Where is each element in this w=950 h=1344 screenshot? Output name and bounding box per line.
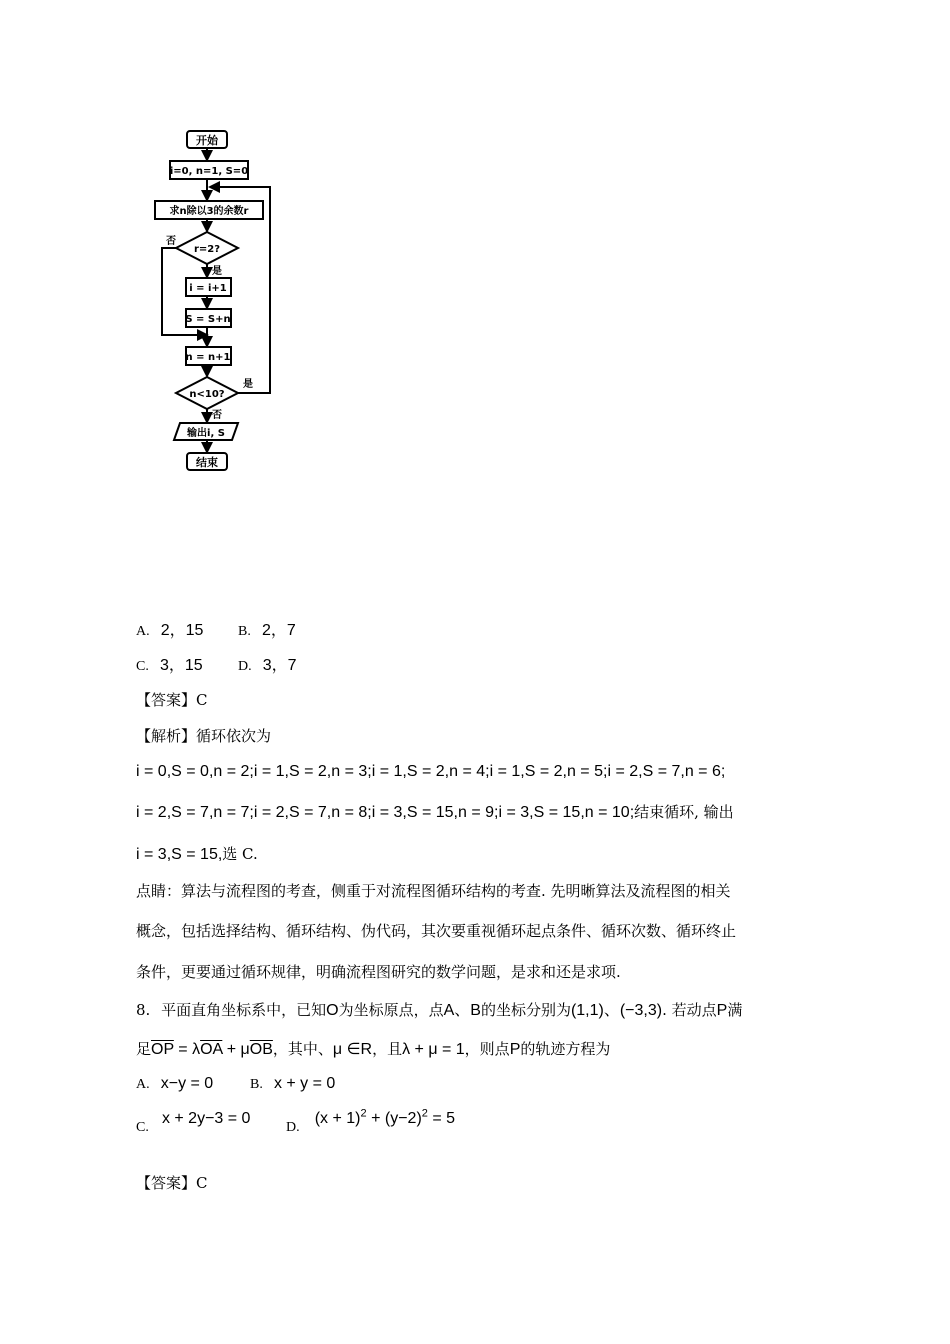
q7-option-d: D. 3，7 (238, 657, 297, 674)
cond1-label: r=2? (193, 244, 221, 255)
q8-option-c: C. x + 2y−3 = 0 (136, 1110, 251, 1135)
q7-option-a: A. 2，15 (136, 622, 204, 639)
start-label: 开始 (196, 134, 218, 147)
q7-comment-line-2: 概念，包括选择结构、循环结构、伪代码，其次要重视循环起点条件、循环次数、循环终止 (136, 922, 737, 940)
output-label: 输出i, S (187, 428, 225, 439)
remainder-label: 求n除以3的余数r (169, 206, 249, 217)
q7-analysis-label: 【解析】循环依次为 (136, 727, 272, 745)
add-s-label: S = S+n (185, 314, 231, 325)
q7-sequence-line-3: i = 3,S = 15,选 C. (136, 845, 258, 863)
cond1-no-label: 否 (166, 236, 176, 247)
q8-option-d: D. $(x + 1)^2 + (y-2)^2 = 5$ (286, 1107, 456, 1135)
inc-i-label: i = i+1 (189, 283, 227, 294)
vector-ob: $\overline{OB}$ (249, 1041, 273, 1058)
end-label: 结束 (196, 456, 218, 469)
q8-answer: 【答案】C (136, 1174, 208, 1192)
vector-oa: $\overline{OA}$ (200, 1041, 223, 1058)
q8-stem-line-1: 8. 平面直角坐标系中，已知O为坐标原点，点A、B的坐标分别为(1,1)、(−3,3). 若动点P满 (136, 1001, 743, 1019)
q7-option-c: C. 3，15 (136, 657, 203, 674)
q7-sequence-line-2: i = 2,S = 7,n = 7;i = 2,S = 7,n = 8;i = 3,S = 15,n = 9;i = 3,S = 15,n = 10;结束循环, 输出 (136, 803, 734, 821)
q8-stem-line-2: 足$\overline{OP} = \lambda\overline{OA} + \mu\overline{OB}$，其中、μ ∈R，且λ + μ = 1，则点P的轨迹方程为 (136, 1040, 611, 1058)
vector-op: $\overline{OP}$ (151, 1041, 174, 1058)
q7-option-b: B. 2，7 (238, 622, 296, 639)
cond1-yes-label: 是 (212, 266, 222, 277)
inc-n-label: n = n+1 (185, 352, 231, 363)
flowchart (150, 128, 280, 473)
init-label: i=0, n=1, S=0 (169, 166, 249, 177)
q7-comment-line-1: 点睛：算法与流程图的考查，侧重于对流程图循环结构的考查. 先明晰算法及流程图的相关 (136, 882, 731, 900)
cond2-label: n<10? (189, 389, 225, 400)
q8-option-b: B. x + y = 0 (250, 1075, 336, 1092)
q7-comment-line-3: 条件，更要通过循环规律，明确流程图研究的数学问题，是求和还是求项. (136, 963, 621, 981)
cond2-no-label: 否 (212, 410, 222, 421)
q7-sequence-line-1: i = 0,S = 0,n = 2;i = 1,S = 2,n = 3;i = 1,S = 2,n = 4;i = 1,S = 2,n = 5;i = 2,S = 7,n = 6; (136, 763, 726, 780)
q8-option-a: A. x−y = 0 (136, 1075, 214, 1092)
cond2-yes-label: 是 (243, 379, 253, 390)
q7-answer: 【答案】C (136, 691, 208, 709)
